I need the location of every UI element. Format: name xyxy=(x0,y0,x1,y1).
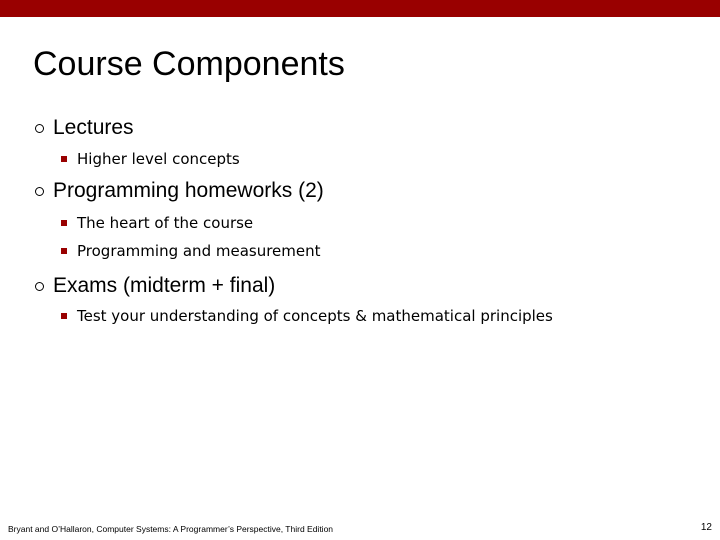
sub-bullet-text: The heart of the course xyxy=(77,214,254,232)
bullet-item xyxy=(35,113,134,143)
bullet-text: Exams (midterm + final) xyxy=(53,274,276,297)
sub-bullet-item xyxy=(61,148,240,170)
ring-bullet-icon xyxy=(35,282,44,291)
sub-bullet-text: Higher level concepts xyxy=(77,150,240,168)
brand-bar xyxy=(0,0,720,17)
page-number: 12 xyxy=(700,522,712,533)
bullet-item xyxy=(35,176,324,206)
slide-title: Course Components xyxy=(33,45,345,83)
sub-bullet-text: Test your understanding of concepts & mathematical principles xyxy=(77,307,553,325)
sub-bullet-item xyxy=(61,212,253,234)
sub-bullet-item xyxy=(61,305,553,327)
sub-bullet-item xyxy=(61,240,321,262)
square-bullet-icon xyxy=(61,313,67,319)
bullet-item xyxy=(35,271,275,301)
square-bullet-icon xyxy=(61,220,67,226)
bullet-text: Programming homeworks (2) xyxy=(53,179,324,202)
square-bullet-icon xyxy=(61,156,67,162)
ring-bullet-icon xyxy=(35,124,44,133)
sub-bullet-text: Programming and measurement xyxy=(77,242,321,260)
ring-bullet-icon xyxy=(35,187,44,196)
square-bullet-icon xyxy=(61,248,67,254)
slide-footer-citation: Bryant and O’Hallaron, Computer Systems: A Programmer’s Perspective, Third Edition xyxy=(8,524,334,534)
bullet-text: Lectures xyxy=(53,116,134,139)
